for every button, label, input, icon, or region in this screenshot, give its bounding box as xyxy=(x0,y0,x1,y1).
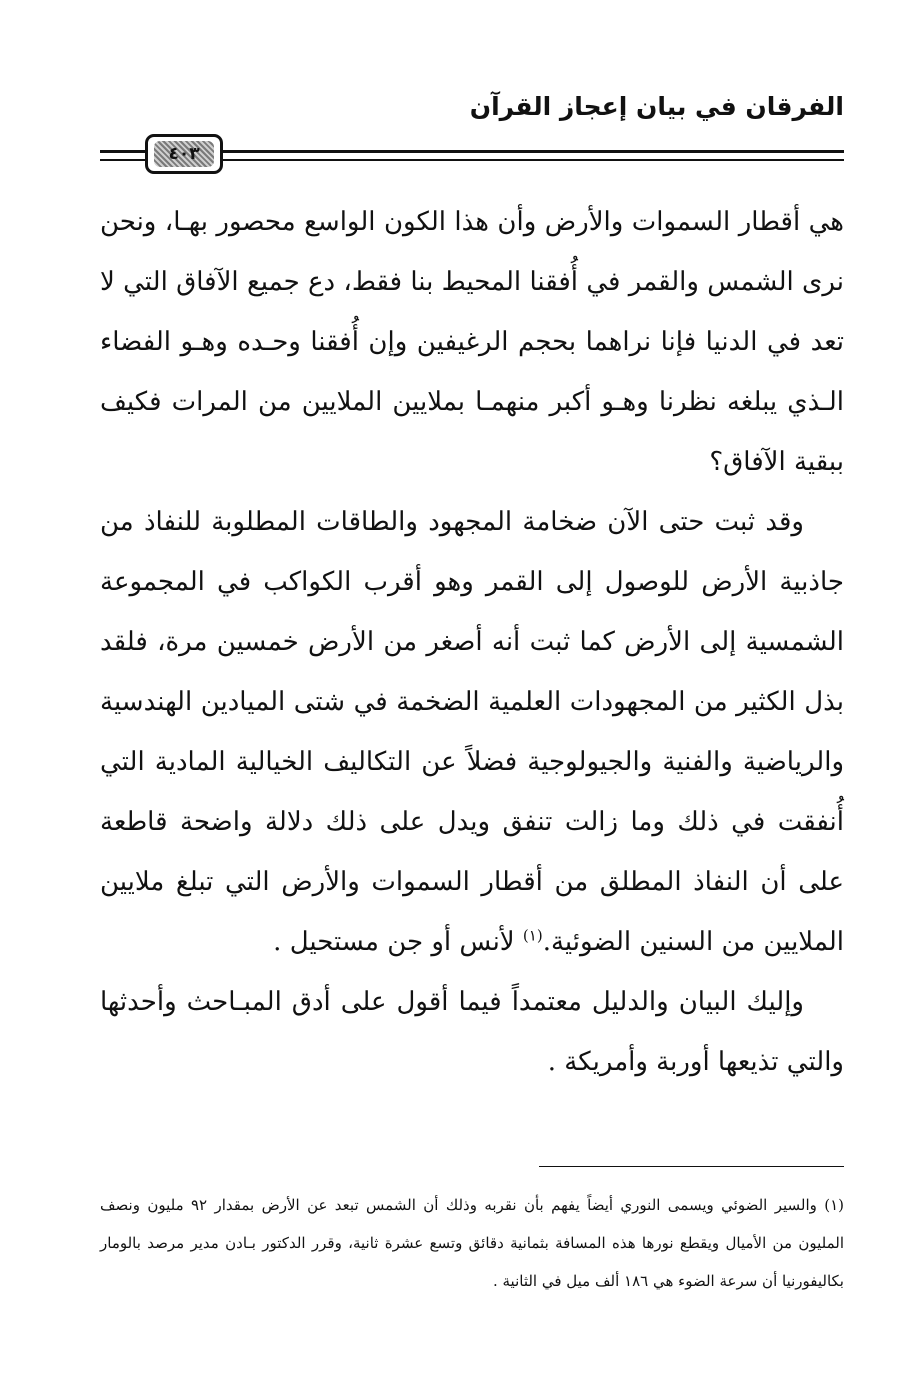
paragraph-3: وإليك البيان والدليل معتمداً فيما أقول على أدق المبـاحث وأحدثها والتي تذيعها أوربة وأمريكة . xyxy=(100,987,844,1077)
footnote-marker: (١) xyxy=(522,926,543,945)
body-text xyxy=(100,192,844,1092)
footnote-1: (١) والسير الضوئي ويسمى النوري أيضاً يفهم بأن نقربه وذلك أن الشمس تبعد عن الأرض بمقدار ٩٢ مليون ونصف المليون من الأميال ويقطع نورها هذه المسافة بثمانية دقائق وتسع عشرة ثانية، وقرر الدكتور بـادن مدير مرصد بالومار بكاليفورنيا أن سرعة الضوء هي ١٨٦ ألف ميل في الثانية . xyxy=(100,1196,845,1290)
paragraph-2 xyxy=(100,492,844,972)
running-title: الفرقان في بيان إعجاز القرآن xyxy=(469,92,844,121)
paragraph-2-text-after: لأنس أو جن مستحيل . xyxy=(273,927,523,957)
paragraph-2-text: وقد ثبت حتى الآن ضخامة المجهود والطاقات المطلوبة للنفاذ من جاذبية الأرض للوصول إلى القمر وهو أقرب الكواكب في المجموعة الشمسية إلى الأرض كما ثبت أنه أصغر من الأرض خمسين مرة، فلقد بذل الكثير من المجهودات العلمية الضخمة في شتى الميادين الهندسية والرياضية والفنية والجيولوجية فضلاً عن التكاليف الخيالية المادية التي أُنفقت في ذلك وما زالت تنفق ويدل على ذلك دلالة واضحة قاطعة على أن النفاذ المطلق من أقطار السموات والأرض التي تبلغ ملايين الملايين من السنين الضوئية. xyxy=(100,507,844,957)
page-number: ٤٠٣ xyxy=(154,141,214,167)
page-number-badge xyxy=(145,134,223,174)
paragraph-1: هي أقطار السموات والأرض وأن هذا الكون الواسع محصور بهـا، ونحن نرى الشمس والقمر في أُفقنا المحيط بنا فقط، دع جميع الآفاق التي لا تعد في الدنيا فإنا نراهما بحجم الرغيفين وإن أُفقنا وحـده وهـو الفضاء الـذي يبلغه نظرنا وهـو أكبر منهمـا بملايين الملايين من المرات فكيف ببقية الآفاق؟ xyxy=(100,207,844,477)
footnotes xyxy=(100,1186,844,1300)
footnote-separator xyxy=(539,1166,844,1167)
